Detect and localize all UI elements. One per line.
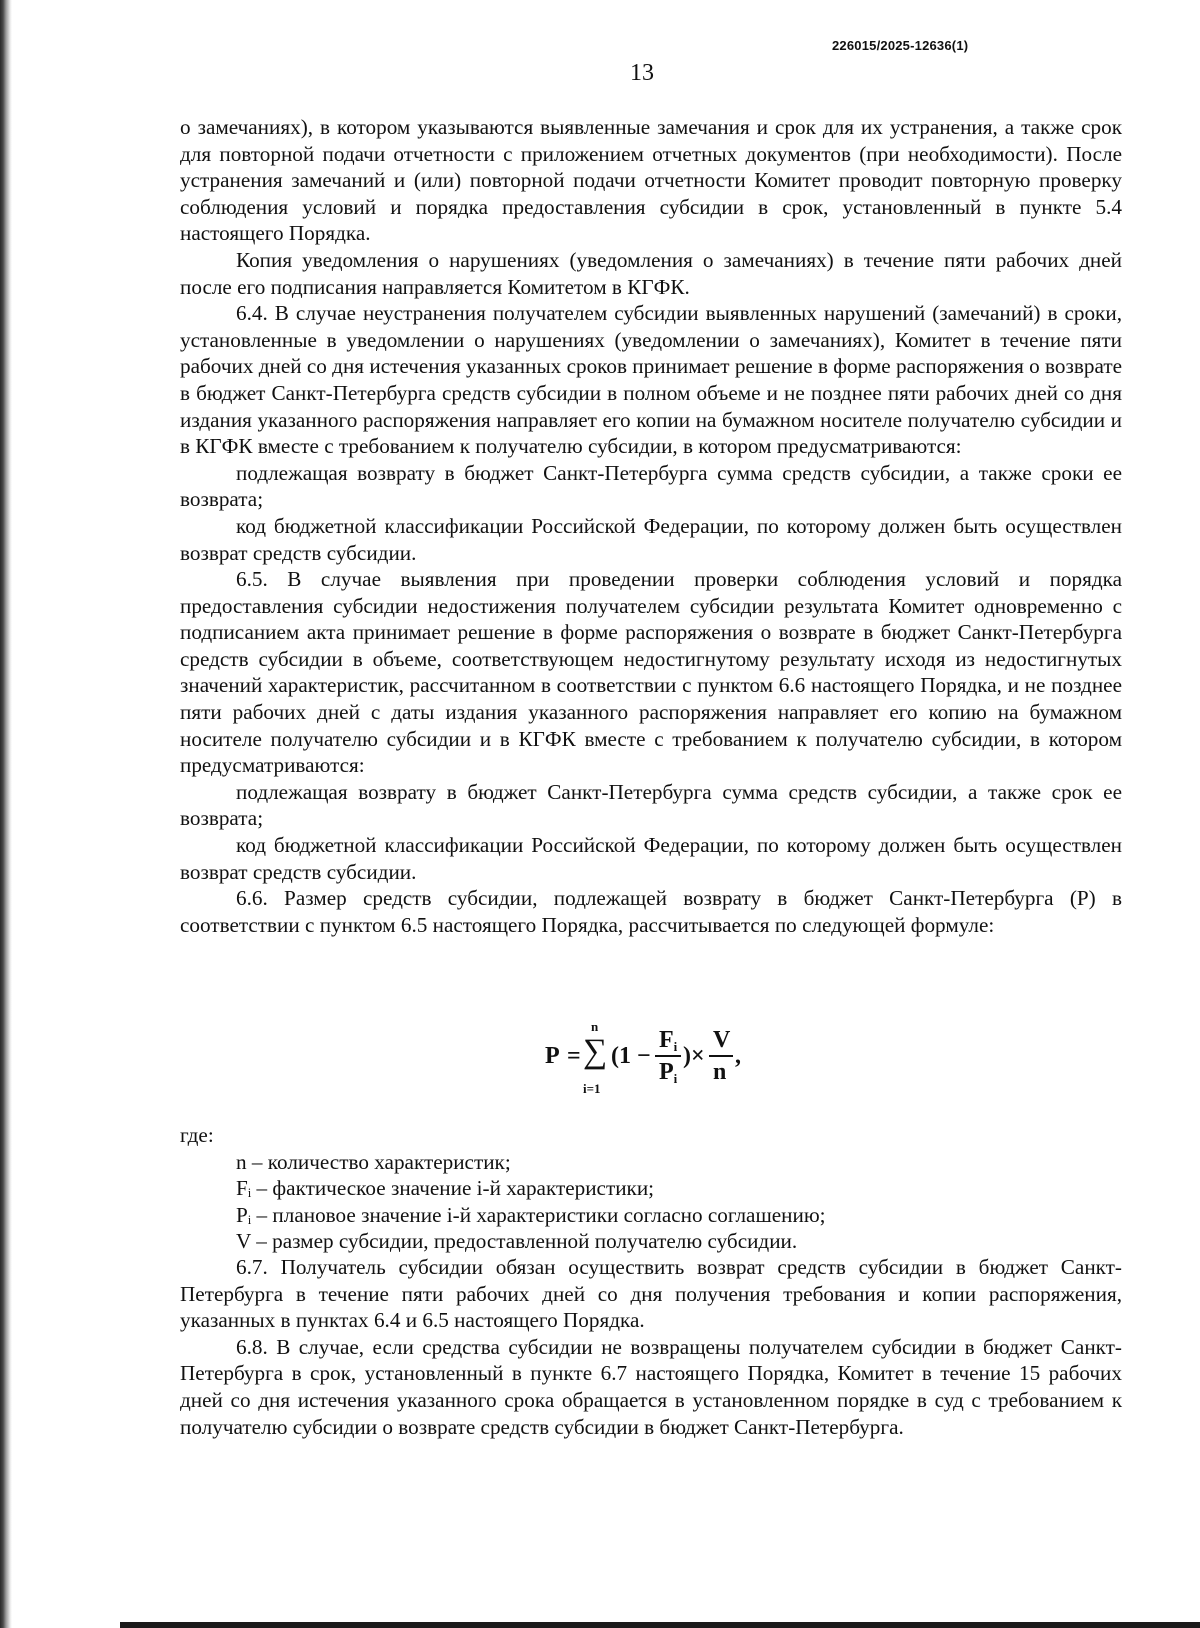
paragraph-6-4: 6.4. В случае неустранения получателем субсидии выявленных нарушений (замечаний) в сроки, установленные в уведомлении о нарушениях (уведомлении о замечаниях), Комитет в течение пяти рабочих дней со дня истечения указанных сроков принимает решение в форме распоряжения о возврате в бюджет Санкт-Петербурга средств субсидии в полном объеме и не позднее пяти рабочих дней со дня издания указанного распоряжения направляет его копии на бумажном носителе получателю субсидии и в КГФК вместе с требованием к получателю субсидии, в котором предусматриваются: <box>180 301 1122 459</box>
formula-numerator-v: V <box>713 1027 731 1053</box>
paragraph: Копия уведомления о нарушениях (уведомления о замечаниях) в течение пяти рабочих дней после его подписания направляется Комитетом в КГФК. <box>180 247 1122 299</box>
formula-comma: , <box>735 1043 741 1069</box>
legend-title: где: <box>180 1123 214 1147</box>
formula-numerator-f: $F_i$ <box>659 1027 678 1054</box>
formula-equals: = <box>567 1043 581 1069</box>
formula-lhs: P <box>545 1043 560 1069</box>
formula-legend <box>180 1122 1122 1255</box>
legend-item-f: Fᵢ – фактическое значение i-й характеристики; <box>236 1176 655 1201</box>
formula-denominator-n: n <box>713 1059 727 1085</box>
paragraph: подлежащая возврату в бюджет Санкт-Петербурга сумма средств субсидии, а также сроки ее возврата; <box>180 460 1122 512</box>
paragraph: код бюджетной классификации Российской Федерации, по которому должен быть осуществлен возврат средств субсидии. <box>180 513 1122 565</box>
scan-left-edge <box>0 0 12 1628</box>
formula-open: (1 − <box>611 1043 651 1069</box>
paragraph-6-6: 6.6. Размер средств субсидии, подлежащей возврату в бюджет Санкт-Петербурга (P) в соответствии с пунктом 6.5 настоящего Порядка, рассчитывается по следующей формуле: <box>180 886 1122 937</box>
paragraph-6-8: 6.8. В случае, если средства субсидии не возвращены получателем субсидии в бюджет Санкт-Петербурга в срок, установленный в пункте 6.7 настоящего Порядка, Комитет в течение 15 рабочих дней со дня истечения указанного срока обращается в установленном порядке в суд с требованием к получателю субсидии о возврате средств субсидии в бюджет Санкт-Петербурга. <box>180 1334 1122 1439</box>
return-formula <box>545 1020 795 1110</box>
formula-sum-lower: i=1 <box>583 1081 601 1096</box>
formula-sigma: ∑ <box>583 1033 608 1070</box>
paragraph: код бюджетной классификации Российской Федерации, по которому должен быть осуществлен возврат средств субсидии. <box>180 833 1122 884</box>
formula-fraction-line-1 <box>655 1055 681 1057</box>
main-text-block <box>180 114 1122 938</box>
formula-multiply: )× <box>683 1043 705 1069</box>
formula-fraction-line-2 <box>709 1055 733 1057</box>
legend-item-v: V – размер субсидии, предоставленной получателю субсидии. <box>236 1229 798 1254</box>
paragraph: о замечаниях), в котором указываются выявленные замечания и срок для их устранения, а также срок для повторной подачи отчетности с приложением отчетных документов (при необходимости). После устранения замечаний и (или) повторной подачи отчетности Комитет проводит повторную проверку соблюдения условий и порядка предоставления субсидии в срок, установленный в пункте 5.4 настоящего Порядка. <box>180 115 1122 246</box>
legend-item-n: n – количество характеристик; <box>236 1149 511 1174</box>
paragraph-6-5: 6.5. В случае выявления при проведении проверки соблюдения условий и порядка предоставления субсидии недостижения получателем субсидии результата Комитет одновременно с подписанием акта принимает решение в форме распоряжения о возврате в бюджет Санкт-Петербурга средств субсидии в объеме, соответствующем недостигнутому результату исходя из недостигнутых значений характеристик, рассчитанном в соответствии с пунктом 6.6 настоящего Порядка, и не позднее пяти рабочих дней с даты издания указанного распоряжения направляет его копию на бумажном носителе получателю субсидии и в КГФК вместе с требованием к получателю субсидии, в котором предусматриваются: <box>180 567 1122 778</box>
paragraph-6-7: 6.7. Получатель субсидии обязан осуществить возврат средств субсидии в бюджет Санкт-Петербурга в течение пяти рабочих дней со дня получения требования и копии распоряжения, указанных в пунктах 6.4 и 6.5 настоящего Порядка. <box>180 1255 1122 1333</box>
page-number: 13 <box>630 60 654 86</box>
closing-text-block <box>180 1254 1122 1440</box>
document-number: 226015/2025-12636(1) <box>832 38 969 53</box>
scan-bottom-edge <box>120 1622 1200 1628</box>
formula-denominator-p: $P_i$ <box>659 1059 678 1086</box>
formula-sum-upper: n <box>591 1019 599 1034</box>
paragraph: подлежащая возврату в бюджет Санкт-Петербурга сумма средств субсидии, а также срок ее возврата; <box>180 779 1122 831</box>
legend-item-p: Pᵢ – плановое значение i-й характеристики согласно соглашению; <box>236 1202 826 1227</box>
